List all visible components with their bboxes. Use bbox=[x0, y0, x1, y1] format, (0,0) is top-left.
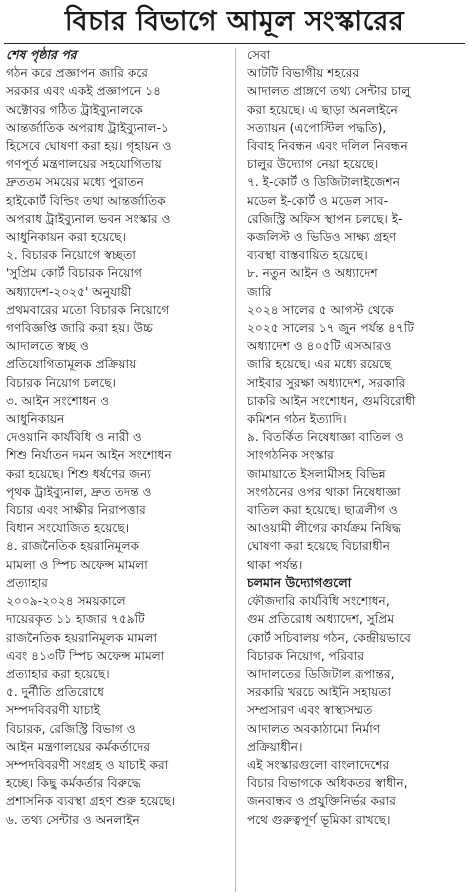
left-column-line: আদালতে স্বচ্ছ ও bbox=[6, 339, 89, 354]
right-column-line: আদালত অবকাঠামো নির্মাণ bbox=[247, 721, 381, 736]
right-column-line: ফৌজদারি কার্যবিধি সংশোধন, bbox=[247, 594, 390, 609]
right-column-line: পথে গুরুত্বপূর্ণ ভূমিকা রাখছে। bbox=[247, 812, 391, 827]
right-column-line: জামায়াতে ইসলামীসহ বিভিন্ন bbox=[247, 466, 386, 481]
right-column-line: ৮. নতুন আইন ও অধ্যাদেশ bbox=[247, 266, 378, 281]
right-column-line: মডেল ই-কোর্ট ও মডেল সাব- bbox=[247, 193, 389, 208]
right-column-line: চাকরি আইন সংশোধন, গুমবিরোধী bbox=[247, 393, 416, 408]
left-column-line: গণপূর্ত মন্ত্রণালয়ের সহযোগিতায় bbox=[6, 157, 162, 172]
left-column-line: আইন মন্ত্রণালয়ের কর্মকর্তাদের bbox=[6, 739, 151, 754]
left-column-line: দায়েরকৃত ১১ হাজার ৭৫৯টি bbox=[6, 612, 145, 627]
left-column-line: দেওয়ানি কার্যবিধি ও নারী ও bbox=[6, 430, 142, 445]
left-column-line: অপরাধ ট্রাইব্যুনাল ভবন সংস্কার ও bbox=[6, 211, 171, 226]
right-column-line: জারি হয়েছে। এর মধ্যে রয়েছে bbox=[247, 357, 392, 372]
left-column-line: হিসেবে ঘোষণা করা হয়। গৃহায়ন ও bbox=[6, 139, 172, 154]
left-column-line: সরকার এবং একই প্রজ্ঞাপনে ১৪ bbox=[6, 84, 162, 99]
right-column-line: করা হয়েছে। এ ছাড়া অনলাইনে bbox=[247, 102, 398, 117]
left-column-line: ২. বিচারক নিয়োগে স্বচ্ছতা bbox=[6, 248, 136, 263]
right-column-line: কোর্ট সচিবালয় গঠন, কেন্দ্রীয়ভাবে bbox=[247, 630, 411, 645]
left-column-line: মামলা ও স্পিচ অফেন্স মামলা bbox=[6, 557, 148, 572]
right-column-line: থাকা পর্যন্ত। bbox=[247, 557, 303, 572]
left-column-line: প্রশাসনিক ব্যবস্থা গ্রহণ শুরু হয়েছে। bbox=[6, 794, 176, 809]
right-column-line: ব্যবস্থা বাস্তবায়িত হয়েছে। bbox=[247, 248, 368, 263]
right-column-line: গুম প্রতিরোধ অধ্যাদেশ, সুপ্রিম bbox=[247, 612, 395, 627]
left-column-line: এবং ৪১৩টি স্পিচ অফেন্স মামলা bbox=[6, 648, 165, 663]
left-column-line: আন্তর্জাতিক অপরাধ ট্রাইব্যুনাল-১ bbox=[6, 120, 169, 135]
left-column-line: ৬. তথ্য সেন্টার ও অনলাইন bbox=[6, 812, 140, 827]
right-column-line: ঘোষণা করা হয়েছে বিচারাধীন bbox=[247, 539, 390, 554]
left-column-line: প্রত্যাহার bbox=[6, 575, 48, 590]
left-column-line: রাজনৈতিক হয়রানিমূলক মামলা bbox=[6, 630, 158, 645]
column-divider bbox=[235, 48, 236, 892]
left-column-line: 'সুপ্রিম কোর্ট বিচারক নিয়োগ bbox=[6, 266, 142, 281]
left-column-line: করা হয়েছে। শিশু ধর্ষণের জন্য bbox=[6, 466, 151, 481]
left-column-line: পৃথক ট্রাইব্যুনাল, দ্রুত তদন্ত ও bbox=[6, 484, 152, 499]
left-column-line: অক্টোবর গঠিত ট্রাইব্যুনালকে bbox=[6, 102, 143, 117]
right-column-line: সেবা bbox=[247, 48, 271, 62]
right-column-line: আওয়ামী লীগের কার্যক্রম নিষিদ্ধ bbox=[247, 521, 401, 536]
left-column-line: প্রত্যাহার করা হয়েছে। bbox=[6, 666, 110, 681]
right-column-line: আটটি বিভাগীয় শহরের bbox=[247, 66, 360, 81]
right-column-line: আদালতের ডিজিটাল রূপান্তর, bbox=[247, 666, 395, 681]
right-column-line: রেজিস্ট্রি অফিস স্থাপন চলছে। ই- bbox=[247, 211, 403, 226]
right-column-line: চালুর উদ্যোগ নেয়া হয়েছে। bbox=[247, 157, 379, 172]
left-column-line: ২০০৯-২০২৪ সময়কালে bbox=[6, 594, 126, 609]
left-column-line: গঠন করে প্রজ্ঞাপন জারি করে bbox=[6, 66, 148, 81]
left-column-line: বিচারক নিয়োগ চলছে। bbox=[6, 375, 117, 390]
right-column-line: আদালত প্রাঙ্গণে তথ্য সেন্টার চালু bbox=[247, 84, 411, 99]
right-column-line: চলমান উদ্যোগগুলো bbox=[247, 574, 352, 590]
right-column bbox=[247, 46, 465, 894]
right-column-line: ২০২৫ সালের ১৭ জুন পর্যন্ত ৪৭টি bbox=[247, 321, 414, 336]
left-column bbox=[6, 46, 224, 894]
left-column-body bbox=[6, 64, 224, 829]
headline-rule bbox=[4, 43, 465, 44]
left-column-line: বিচার এবং সাক্ষীর নিরাপত্তার bbox=[6, 503, 146, 518]
continuation-note: শেষ পৃষ্ঠার পর bbox=[6, 47, 77, 62]
right-column-line: জারি bbox=[247, 284, 272, 299]
right-column-line: এই সংস্কারগুলো বাংলাদেশের bbox=[247, 757, 390, 772]
right-column-line: সাইবার সুরক্ষা অধ্যাদেশ, সরকারি bbox=[247, 375, 406, 390]
right-column-body bbox=[247, 46, 465, 829]
right-column-line: ৭. ই-কোর্ট ও ডিজিটালাইজেশন bbox=[247, 175, 401, 190]
left-column-line: সম্পদবিবরণী যাচাই bbox=[6, 703, 101, 718]
left-column-line: হচ্ছে। কিছু কর্মকর্তার বিরুদ্ধে bbox=[6, 776, 141, 791]
left-column-line: আধুনিকায়ন করা হয়েছে। bbox=[6, 230, 126, 245]
right-column-line: সাংগঠনিক সংস্কার bbox=[247, 448, 334, 463]
left-column-line: ৩. আইন সংশোধন ও bbox=[6, 393, 110, 408]
right-column-line: বিবাহ নিবন্ধন এবং দলিল নিবন্ধন bbox=[247, 139, 408, 154]
right-column-line: অধ্যাদেশ ও ৪০৫টি এসআরও bbox=[247, 339, 392, 354]
right-column-line: সরকারি খরচে আইনি সহায়তা bbox=[247, 685, 391, 700]
left-column-line: বিচারক, রেজিস্ট্রি বিভাগ ও bbox=[6, 721, 136, 736]
left-column-line: শিশু নির্যাতন দমন আইন সংশোধন bbox=[6, 448, 172, 463]
left-column-line: প্রথমবারের মতো বিচারক নিয়োগে bbox=[6, 302, 170, 317]
left-column-line: বিধান সংযোজিত হয়েছে। bbox=[6, 521, 130, 536]
right-column-line: কজলিস্ট ও ভিডিও সাক্ষ্য গ্রহণ bbox=[247, 230, 397, 245]
right-column-line: সত্যায়ন (এপোস্টিল পদ্ধতি), bbox=[247, 120, 387, 135]
right-column-line: বাতিল করা হয়েছে। ছাত্রলীগ ও bbox=[247, 503, 398, 518]
left-column-line: গণবিজ্ঞপ্তি জারি করা হয়। উচ্চ bbox=[6, 321, 153, 336]
left-column-line: হাইকোর্ট বিল্ডিং তথা আন্তর্জাতিক bbox=[6, 193, 166, 208]
left-column-line: সম্পদবিবরণী সংগ্রহ ও যাচাই করা bbox=[6, 757, 169, 772]
left-column-line: আধুনিকায়ন bbox=[6, 412, 65, 427]
left-column-line: ৪. রাজনৈতিক হয়রানিমূলক bbox=[6, 539, 140, 554]
right-column-line: কমিশন গঠন ইত্যাদি। bbox=[247, 412, 347, 427]
right-column-line: বিচার বিভাগকে অধিকতর স্বাধীন, bbox=[247, 776, 408, 791]
right-column-line: ৯. বিতর্কিত নিষেধাজ্ঞা বাতিল ও bbox=[247, 430, 404, 445]
right-column-line: সম্প্রসারণ এবং স্বাস্থ্যসম্মত bbox=[247, 703, 373, 718]
left-column-line: ৫. দুর্নীতি প্রতিরোধে bbox=[6, 685, 104, 700]
right-column-line: জনবান্ধব ও প্রযুক্তিনির্ভর করার bbox=[247, 794, 396, 809]
left-column-line: অধ্যাদেশ-২০২৫' অনুযায়ী bbox=[6, 284, 132, 299]
right-column-line: ২০২৪ সালের ৫ আগস্ট থেকে bbox=[247, 302, 394, 317]
right-column-line: বিচারক নিয়োগ, পরিবার bbox=[247, 648, 365, 663]
left-column-line: দ্রুততম সময়ের মধ্যে পুরাতন bbox=[6, 175, 144, 190]
right-column-line: প্রক্রিয়াধীন। bbox=[247, 739, 303, 754]
headline: বিচার বিভাগে আমূল সংস্কারের bbox=[64, 6, 405, 37]
left-column-line: প্রতিযোগিতামূলক প্রক্রিয়ায় bbox=[6, 357, 137, 372]
right-column-line: সংগঠনের ওপর থাকা নিষেধাজ্ঞা bbox=[247, 484, 401, 499]
